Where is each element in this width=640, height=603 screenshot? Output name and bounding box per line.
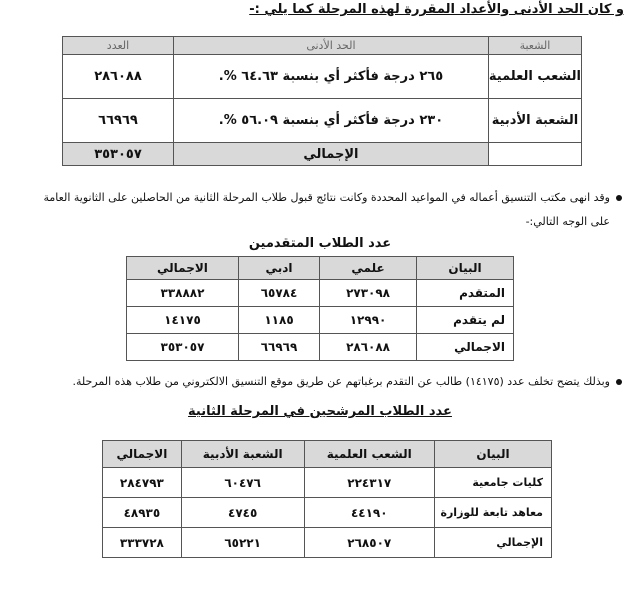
science-cell: ١٢٩٩٠	[320, 307, 417, 334]
header-literary: الشعبة الأدبية	[181, 441, 304, 468]
header-branch: الشعبة	[488, 37, 581, 55]
total-value-cell: ٣٥٣٠٥٧	[63, 143, 174, 166]
total-cell: ٢٨٤٧٩٣	[103, 468, 182, 498]
total-cell: ١٤١٧٥	[127, 307, 239, 334]
total-cell: ٣٣٨٨٨٢	[127, 280, 239, 307]
table-row	[127, 307, 514, 334]
total-cell: ٤٨٩٣٥	[103, 498, 182, 528]
count-cell: ٢٨٦٠٨٨	[63, 55, 174, 99]
header-label: البيان	[435, 441, 552, 468]
science-cell: ٢٦٨٥٠٧	[304, 528, 435, 558]
paragraph-2	[14, 370, 622, 394]
table-row	[63, 55, 582, 99]
literary-cell: ٦٠٤٧٦	[181, 468, 304, 498]
science-cell: ٢٧٣٠٩٨	[320, 280, 417, 307]
header-label: البيان	[417, 257, 514, 280]
row-label: معاهد تابعة للوزارة	[435, 498, 552, 528]
section-heading: و كان الحد الأدنى والأعداد المقررة لهذه المرحلة كما يلي :-	[249, 2, 624, 17]
literary-cell: ٤٧٤٥	[181, 498, 304, 528]
total-blank-cell	[488, 143, 581, 166]
minimum-scores-table	[62, 36, 582, 166]
table-row	[127, 334, 514, 361]
branch-cell: الشعب العلمية	[488, 55, 581, 99]
paragraph-1-line-1: وقد انهى مكتب التنسيق أعماله في المواعيد المحددة وكانت نتائج قبول طلاب المرحلة الثانية من الحاصلين على الثانوية العامة	[43, 191, 610, 204]
header-total: الاجمالي	[103, 441, 182, 468]
nominated-table	[102, 440, 552, 558]
minimum-cell: ٢٦٥ درجة فأكثر أي بنسبة ٦٤.٦٣ %.	[174, 55, 489, 99]
header-literary: ادبي	[238, 257, 319, 280]
table-header-row	[127, 257, 514, 280]
row-label: كليات جامعية	[435, 468, 552, 498]
total-cell: ٣٣٣٧٢٨	[103, 528, 182, 558]
literary-cell: ٦٦٩٦٩	[238, 334, 319, 361]
row-label: المتقدم	[417, 280, 514, 307]
row-label: لم يتقدم	[417, 307, 514, 334]
row-label: الاجمالي	[417, 334, 514, 361]
header-minimum: الحد الأدنى	[174, 37, 489, 55]
table-header-row	[103, 441, 552, 468]
science-cell: ٢٢٤٣١٧	[304, 468, 435, 498]
header-science: علمي	[320, 257, 417, 280]
bullet-icon	[616, 195, 622, 201]
total-row	[63, 143, 582, 166]
header-science: الشعب العلمية	[304, 441, 435, 468]
science-cell: ٢٨٦٠٨٨	[320, 334, 417, 361]
paragraph-1	[14, 186, 622, 234]
bullet-icon	[616, 379, 622, 385]
table-header-row	[63, 37, 582, 55]
paragraph-2-text: وبذلك يتضح تخلف عدد (١٤١٧٥) طالب عن التقدم برغباتهم عن طريق موقع التنسيق الالكتروني من طلاب هذه المرحلة.	[72, 375, 610, 388]
applicants-title: عدد الطلاب المتقدمين	[248, 236, 392, 251]
table-row	[103, 528, 552, 558]
branch-cell: الشعبة الأدبية	[488, 99, 581, 143]
count-cell: ٦٦٩٦٩	[63, 99, 174, 143]
total-cell: ٣٥٣٠٥٧	[127, 334, 239, 361]
table-row	[127, 280, 514, 307]
science-cell: ٤٤١٩٠	[304, 498, 435, 528]
literary-cell: ١١٨٥	[238, 307, 319, 334]
nominated-title: عدد الطلاب المرشحين في المرحلة الثانية	[188, 404, 452, 419]
table-row	[103, 468, 552, 498]
row-label: الإجمالي	[435, 528, 552, 558]
table-row	[63, 99, 582, 143]
table-row	[103, 498, 552, 528]
header-total: الاجمالي	[127, 257, 239, 280]
applicants-table	[126, 256, 514, 361]
total-label-cell: الإجمالي	[174, 143, 489, 166]
literary-cell: ٦٥٢٢١	[181, 528, 304, 558]
minimum-cell: ٢٣٠ درجة فأكثر أي بنسبة ٥٦.٠٩ %.	[174, 99, 489, 143]
paragraph-1-line-2: على الوجه التالي:-	[525, 215, 610, 228]
header-count: العدد	[63, 37, 174, 55]
literary-cell: ٦٥٧٨٤	[238, 280, 319, 307]
